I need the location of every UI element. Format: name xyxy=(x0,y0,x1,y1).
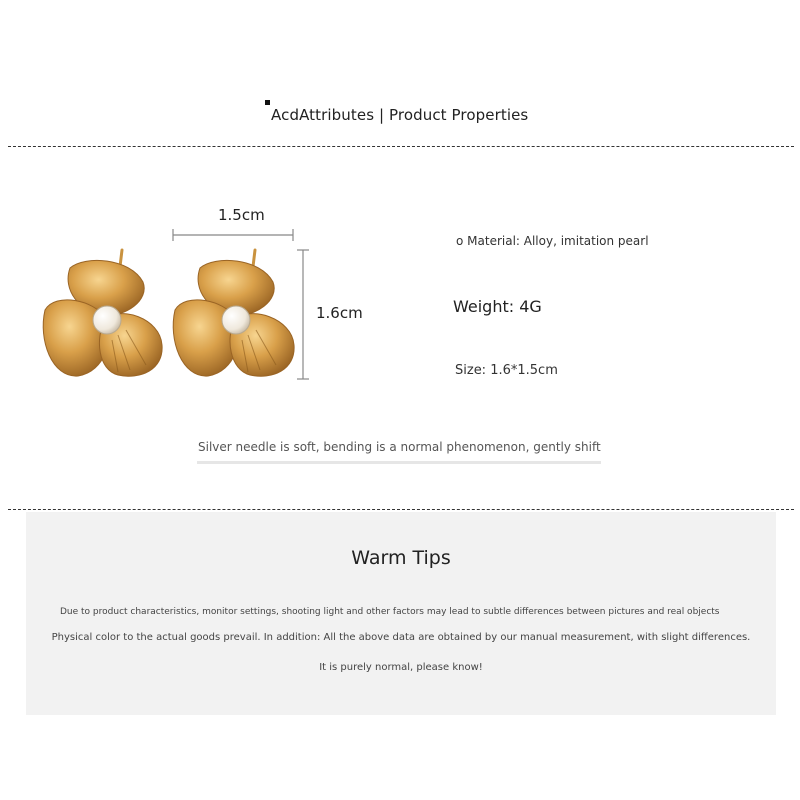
size-property: Size: 1.6*1.5cm xyxy=(455,363,558,378)
warm-tips-title: Warm Tips xyxy=(351,547,451,569)
note-text: Silver needle is soft, bending is a normal phenomenon, gently shift xyxy=(198,440,601,454)
warm-tips-line: Due to product characteristics, monitor settings, shooting light and other factors may lead to subtle differences between pictures and real objects xyxy=(60,607,720,617)
width-label: 1.5cm xyxy=(218,206,265,224)
material-property: o Material: Alloy, imitation pearl xyxy=(456,234,649,248)
divider xyxy=(8,509,794,510)
width-dimension-line xyxy=(173,229,293,241)
earring-right xyxy=(173,250,294,376)
height-label: 1.6cm xyxy=(316,304,363,322)
page-title: AcdAttributes | Product Properties xyxy=(271,106,529,124)
note-underline xyxy=(197,461,601,464)
weight-property: Weight: 4G xyxy=(453,297,542,316)
height-dimension-line xyxy=(297,250,309,379)
earring-left xyxy=(43,250,162,376)
warm-tips-line: Physical color to the actual goods prevail. In addition: All the above data are obtained by our manual measurement, with slight differences. xyxy=(51,632,751,643)
warm-tips-line: It is purely normal, please know! xyxy=(319,662,483,673)
warm-tips-panel xyxy=(26,512,776,715)
